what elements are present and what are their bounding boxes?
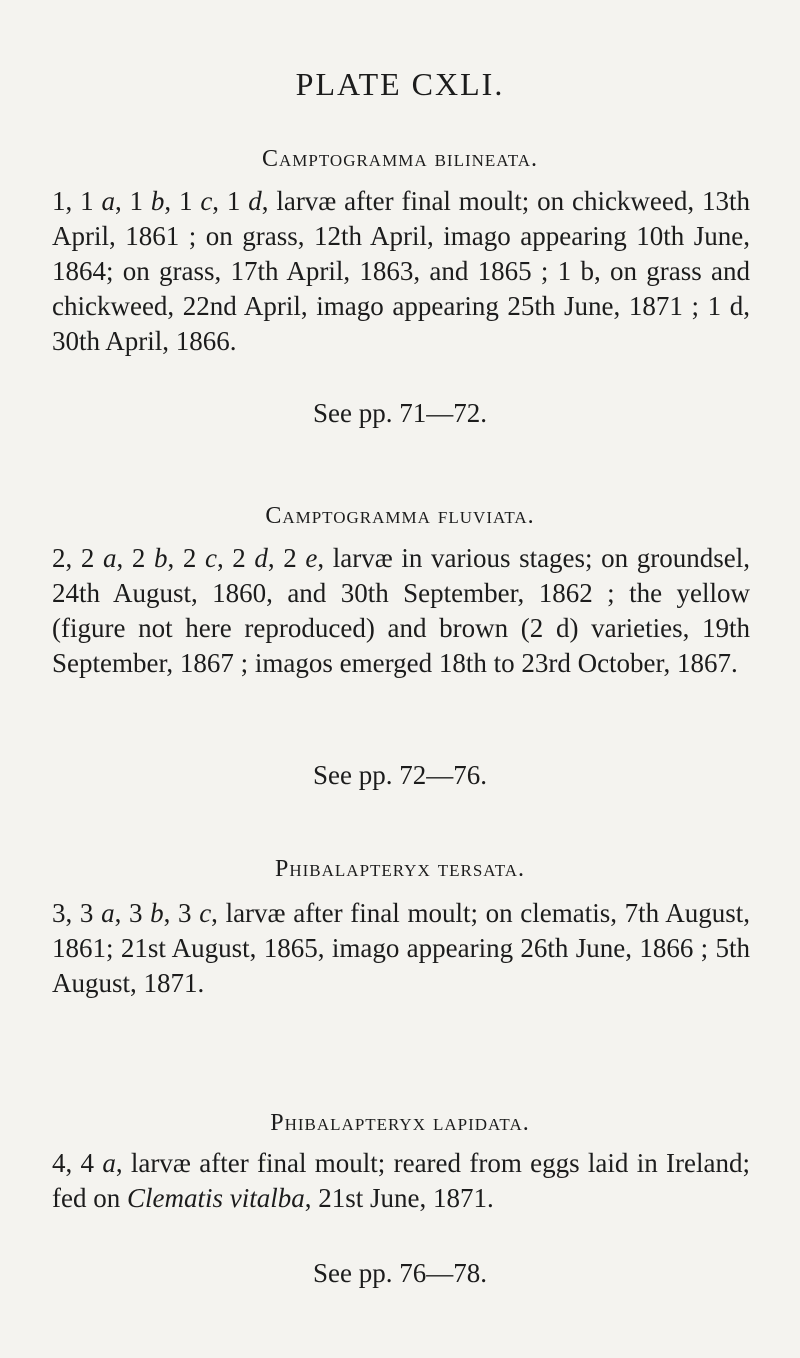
entry-heading: Phibalapteryx lapidata. bbox=[270, 1110, 530, 1136]
entry-ref-label: b bbox=[150, 186, 165, 216]
see-pages: See pp. 76—78. bbox=[313, 1258, 487, 1288]
entry-refs-prefix: 2, 2 bbox=[52, 543, 103, 573]
entry-heading: Camptogramma fluviata. bbox=[265, 503, 535, 529]
entry-ref-sep: , 1 bbox=[212, 186, 249, 216]
entry-heading: Phibalapteryx tersata. bbox=[275, 856, 525, 882]
entry-body bbox=[52, 184, 750, 359]
entry-ref-label: c bbox=[199, 898, 212, 928]
entry-body bbox=[52, 541, 750, 681]
entry-ref-label: c bbox=[200, 186, 213, 216]
entry-ref-label: b bbox=[150, 898, 164, 928]
plate-title: PLATE CXLI. bbox=[295, 66, 505, 102]
entry-body-text: , larvæ after final moult; reared from eggs laid in Ireland; fed on bbox=[52, 1148, 750, 1213]
entry-ref-label: a bbox=[101, 898, 115, 928]
entry-refs-prefix: 4, 4 bbox=[52, 1148, 103, 1178]
entry-ref-sep: , 1 bbox=[114, 186, 151, 216]
entry-body-italic: Clematis vitalba bbox=[126, 1183, 305, 1213]
entry-ref-label: b bbox=[153, 543, 168, 573]
entry-ref-sep: , 2 bbox=[267, 543, 306, 573]
entry-ref-sep: , 2 bbox=[116, 543, 154, 573]
entry-ref-label: e bbox=[305, 543, 318, 573]
see-pages: See pp. 71—72. bbox=[313, 398, 487, 428]
entry-body-text: , 21st June, 1871. bbox=[304, 1183, 494, 1213]
entry-ref-label: a bbox=[101, 186, 115, 216]
see-pages: See pp. 72—76. bbox=[313, 760, 487, 790]
entry-ref-sep: , 2 bbox=[216, 543, 255, 573]
entry-ref-sep: , 3 bbox=[163, 898, 200, 928]
entry-body-text: , larvæ in various stages; on groundsel, 24th August, 1860, and 30th September, 1862 ; the yellow (figure not here reproduced) and brown (2 d) varieties, 19th September, 1867 ; imagos emerged 18th to 23rd October, 1867. bbox=[52, 543, 751, 678]
entry-ref-label: d bbox=[254, 543, 268, 573]
entry-heading: Camptogramma bilineata. bbox=[261, 146, 538, 172]
entry-body-text: , larvæ after final moult; on clematis, 7th August, 1861; 21st August, 1865, imago appearing 26th June, 1866 ; 5th August, 1871. bbox=[52, 898, 751, 998]
entry-refs-prefix: 1, 1 bbox=[52, 186, 102, 216]
entry-ref-label: c bbox=[204, 543, 217, 573]
entry-ref-sep: , 3 bbox=[114, 898, 151, 928]
entry-ref-label: a bbox=[102, 543, 117, 573]
entry-body bbox=[52, 1146, 750, 1216]
entry-refs-prefix: 3, 3 bbox=[52, 898, 102, 928]
entry-ref-sep: , 1 bbox=[164, 186, 201, 216]
entry-ref-label: a bbox=[102, 1148, 116, 1178]
entry-ref-label: d bbox=[248, 186, 262, 216]
entry-ref-sep: , 2 bbox=[167, 543, 205, 573]
entry-body-text: , larvæ after final moult; on chickweed, 13th April, 1861 ; on grass, 12th April, imago appearing 10th June, 1864; on grass, 17th April, 1863, and 1865 ; 1 b, on grass and chickweed, 22nd April, imago appearing 25th June, 1871 ; 1 d, 30th April, 1866. bbox=[52, 186, 750, 356]
entry-body bbox=[52, 896, 750, 1001]
